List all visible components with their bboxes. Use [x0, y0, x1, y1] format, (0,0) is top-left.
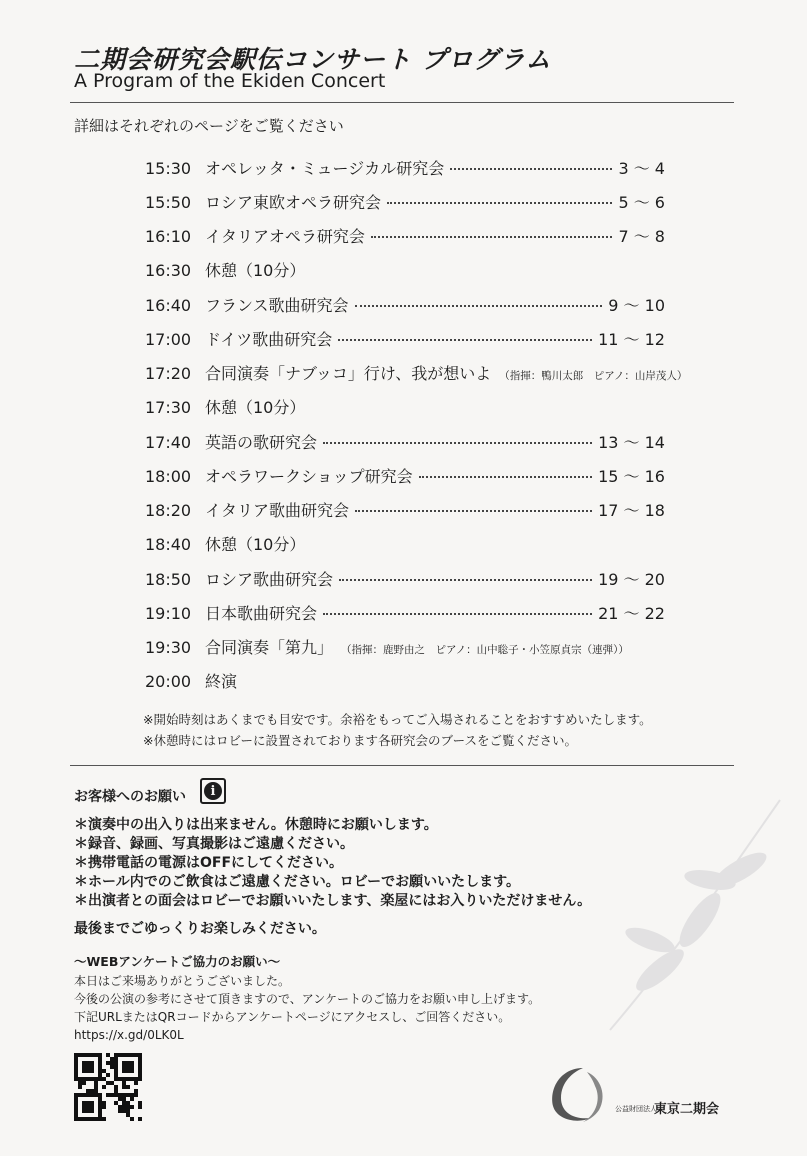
qr-module — [138, 1117, 142, 1121]
survey-line: 本日はご来場ありがとうございました。 — [74, 974, 291, 988]
dot-leader — [339, 579, 592, 581]
schedule-pages: 3 ～ 4 — [618, 159, 665, 178]
schedule-event: ロシア東欧オペラ研究会 — [205, 193, 382, 212]
schedule-pages: 19 ～ 20 — [598, 570, 665, 589]
schedule-time: 17:20 — [145, 364, 192, 383]
schedule-time: 16:30 — [145, 261, 192, 280]
schedule-time: 17:30 — [145, 398, 192, 417]
request-item: ＊出演者との面会はロビーでお願いいたします、楽屋にはお入りいただけません。 — [74, 893, 592, 909]
schedule-pages: 7 ～ 8 — [618, 227, 665, 246]
schedule-row — [145, 293, 665, 319]
survey-text — [74, 972, 540, 1044]
schedule-event: 合同演奏「第九」 — [205, 638, 334, 657]
schedule-time: 19:10 — [145, 604, 192, 623]
schedule-time: 18:50 — [145, 570, 192, 589]
schedule-time: 16:40 — [145, 296, 192, 315]
schedule-time: 18:20 — [145, 501, 192, 520]
schedule-time: 18:40 — [145, 535, 192, 554]
survey-line: 今後の公演の参考にさせて頂きますので、アンケートのご協力をお願い申し上げます。 — [74, 992, 541, 1006]
schedule-time: 18:00 — [145, 467, 192, 486]
dot-leader — [355, 305, 603, 307]
footnote: ※休憩時にはロビーに設置されております各研究会のブースをご覧ください。 — [143, 733, 577, 748]
requests-title: お客様へのお願い — [74, 789, 186, 805]
schedule-time: 19:30 — [145, 638, 192, 657]
performer-credit: （指揮：鴨川太郎 ピアノ：山岸茂人） — [499, 370, 688, 382]
page-subtitle: A Program of the Ekiden Concert — [74, 70, 386, 92]
schedule-row — [145, 327, 665, 353]
schedule-time: 17:40 — [145, 433, 192, 452]
schedule-event: 終演 — [205, 672, 238, 691]
intro-text: 詳細はそれぞれのページをご覧ください — [74, 117, 344, 135]
survey-line: 下記URLまたはQRコードからアンケートページにアクセスし、ご回答ください。 — [74, 1010, 511, 1024]
schedule-event: 日本歌曲研究会 — [205, 604, 318, 623]
schedule-pages: 21 ～ 22 — [598, 604, 665, 623]
info-icon-glyph: i — [204, 782, 222, 800]
request-item: ＊演奏中の出入りは出来ません。休憩時にお願いします。 — [74, 817, 438, 833]
schedule-event: オペラワークショップ研究会 — [205, 467, 413, 486]
schedule-row — [145, 430, 665, 456]
dot-leader — [355, 510, 592, 512]
org-logo — [543, 1062, 613, 1126]
schedule-time: 15:50 — [145, 193, 192, 212]
schedule-time: 16:10 — [145, 227, 192, 246]
schedule-row — [145, 258, 665, 284]
request-item: ＊録音、録画、写真撮影はご遠慮ください。 — [74, 836, 354, 852]
schedule-pages: 17 ～ 18 — [598, 501, 665, 520]
schedule-row — [145, 635, 665, 661]
dot-leader — [371, 236, 613, 238]
schedule-row — [145, 464, 665, 490]
dot-leader — [387, 202, 612, 204]
schedule-row — [145, 498, 665, 524]
performer-credit: （指揮：鹿野由之 ピアノ：山中聡子・小笠原貞宗（連弾）） — [341, 644, 629, 656]
schedule-event: イタリア歌曲研究会 — [205, 501, 350, 520]
schedule-row — [145, 532, 665, 558]
page-title: 二期会研究会駅伝コンサート プログラム — [74, 45, 552, 74]
survey-title: ～WEBアンケートご協力のお願い～ — [74, 954, 281, 969]
schedule-event: イタリアオペラ研究会 — [205, 227, 365, 246]
dot-leader — [338, 339, 592, 341]
request-item: ＊携帯電話の電源はOFFにしてください。 — [74, 855, 344, 871]
schedule-row — [145, 224, 665, 250]
schedule-event: ドイツ歌曲研究会 — [205, 330, 333, 349]
schedule-event: オペレッタ・ミュージカル研究会 — [205, 159, 445, 178]
org-name: 東京二期会 — [654, 1102, 720, 1117]
dot-leader — [419, 476, 592, 478]
dot-leader — [323, 442, 592, 444]
schedule-row — [145, 156, 665, 182]
schedule-event: ロシア歌曲研究会 — [205, 570, 334, 589]
schedule-row — [145, 601, 665, 627]
schedule-pages: 5 ～ 6 — [618, 193, 665, 212]
schedule-row — [145, 395, 665, 421]
schedule-event: 休憩（10分） — [205, 398, 306, 417]
schedule-time: 15:30 — [145, 159, 192, 178]
survey-url[interactable]: https://x.gd/0LK0L — [74, 1028, 184, 1042]
schedule-pages: 9 ～ 10 — [608, 296, 665, 315]
requests-list — [74, 816, 591, 911]
schedule-time: 20:00 — [145, 672, 192, 691]
footnote: ※開始時刻はあくまでも目安です。余裕をもってご入場されることをおすすめいたします。 — [143, 712, 652, 727]
header-divider — [70, 102, 734, 103]
schedule-event: フランス歌曲研究会 — [205, 296, 349, 315]
schedule-row — [145, 669, 665, 695]
schedule-time: 17:00 — [145, 330, 192, 349]
org-prefix: 公益財団法人 — [615, 1105, 657, 1113]
schedule-row — [145, 567, 665, 593]
schedule-row — [145, 190, 665, 216]
qr-code[interactable] — [74, 1053, 142, 1121]
schedule-event: 休憩（10分） — [205, 261, 306, 280]
info-icon — [200, 778, 226, 804]
schedule-pages: 15 ～ 16 — [598, 467, 665, 486]
schedule-event: 英語の歌研究会 — [205, 433, 318, 452]
schedule-pages: 11 ～ 12 — [598, 330, 665, 349]
section-divider — [70, 765, 734, 766]
dot-leader — [323, 613, 592, 615]
dot-leader — [450, 168, 612, 170]
leaf-decoration — [590, 780, 800, 1040]
schedule-pages: 13 ～ 14 — [598, 433, 665, 452]
schedule-event: 休憩（10分） — [205, 535, 306, 554]
request-item: ＊ホール内でのご飲食はご遠慮ください。ロビーでお願いいたします。 — [74, 874, 521, 890]
closing-message: 最後までごゆっくりお楽しみください。 — [74, 921, 326, 937]
schedule-row — [145, 361, 688, 387]
schedule-event: 合同演奏「ナブッコ」行け、我が想いよ — [205, 364, 492, 383]
